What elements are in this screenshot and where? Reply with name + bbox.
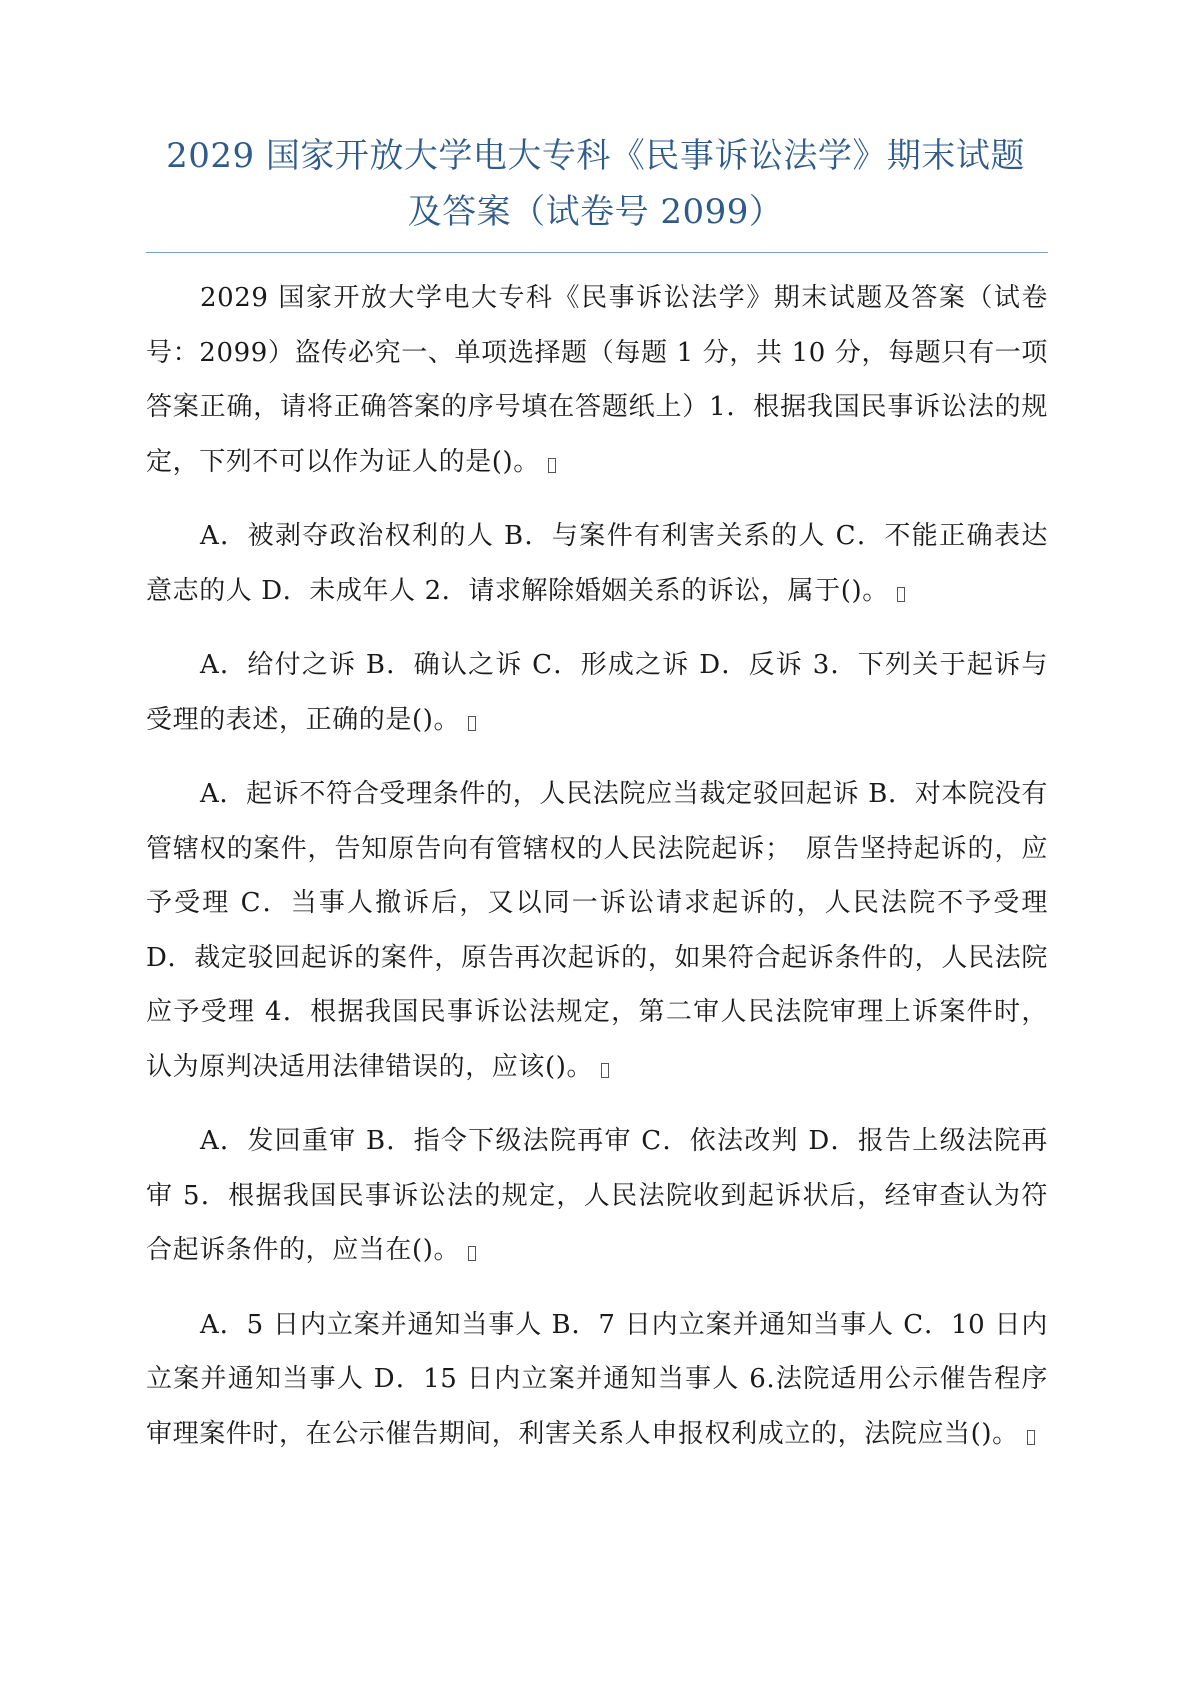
paragraph-mark-icon xyxy=(468,716,476,731)
paragraph-text: 2029 国家开放大学电大专科《民事诉讼法学》期末试题及答案（试卷号：2099）盗传必究一、单项选择题（每题 1 分，共 10 分，每题只有一项答案正确，请将正确答案的序号填在答题纸上）1．根据我国民事诉讼法的规定，下列不可以作为证人的是()。 xyxy=(146,283,1048,477)
document-title xyxy=(120,128,1071,240)
paragraph-text: A．被剥夺政治权利的人 B．与案件有利害关系的人 C．不能正确表达意志的人 D．未成年人 2．请求解除婚姻关系的诉讼，属于()。 xyxy=(146,521,1048,606)
paragraph-mark-icon xyxy=(897,587,905,602)
paragraph-mark-icon xyxy=(468,1246,476,1261)
paragraph xyxy=(146,509,1048,618)
title-divider xyxy=(146,252,1048,253)
paragraph-text: A．给付之诉 B．确认之诉 C．形成之诉 D．反诉 3．下列关于起诉与受理的表述，正确的是()。 xyxy=(146,650,1048,735)
paragraph-text: A．发回重审 B．指令下级法院再审 C．依法改判 D．报告上级法院再审 5．根据我国民事诉讼法的规定，人民法院收到起诉状后，经审查认为符合起诉条件的，应当在()。 xyxy=(146,1126,1048,1265)
paragraph xyxy=(146,1114,1048,1278)
document-title-line-2: 及答案（试卷号 2099） xyxy=(407,192,784,232)
paragraph-mark-icon xyxy=(548,458,556,473)
paragraph xyxy=(146,271,1048,489)
paragraph-mark-icon xyxy=(601,1063,609,1078)
document-body xyxy=(146,271,1048,1481)
paragraph xyxy=(146,638,1048,747)
paragraph xyxy=(146,1298,1048,1462)
paragraph-text: A．5 日内立案并通知当事人 B．7 日内立案并通知当事人 C．10 日内立案并通知当事人 D．15 日内立案并通知当事人 6.法院适用公示催告程序审理案件时，在公示催告期间，利害关系人申报权利成立的，法院应当()。 xyxy=(146,1309,1048,1449)
paragraph-mark-icon xyxy=(1027,1430,1035,1445)
document-title-line-1: 2029 国家开放大学电大专科《民事诉讼法学》期末试题 xyxy=(166,136,1025,176)
paragraph xyxy=(146,767,1048,1094)
paragraph-text: A．起诉不符合受理条件的，人民法院应当裁定驳回起诉 B．对本院没有管辖权的案件，告知原告向有管辖权的人民法院起诉； 原告坚持起诉的，应予受理 C．当事人撤诉后，又以同一诉讼请求起诉的，人民法院不予受理 D．裁定驳回起诉的案件，原告再次起诉的，如果符合起诉条件的，人民法院应予受理 4．根据我国民事诉讼法规定，第二审人民法院审理上诉案件时，认为原判决适用法律错误的，应该()。 xyxy=(146,779,1048,1082)
